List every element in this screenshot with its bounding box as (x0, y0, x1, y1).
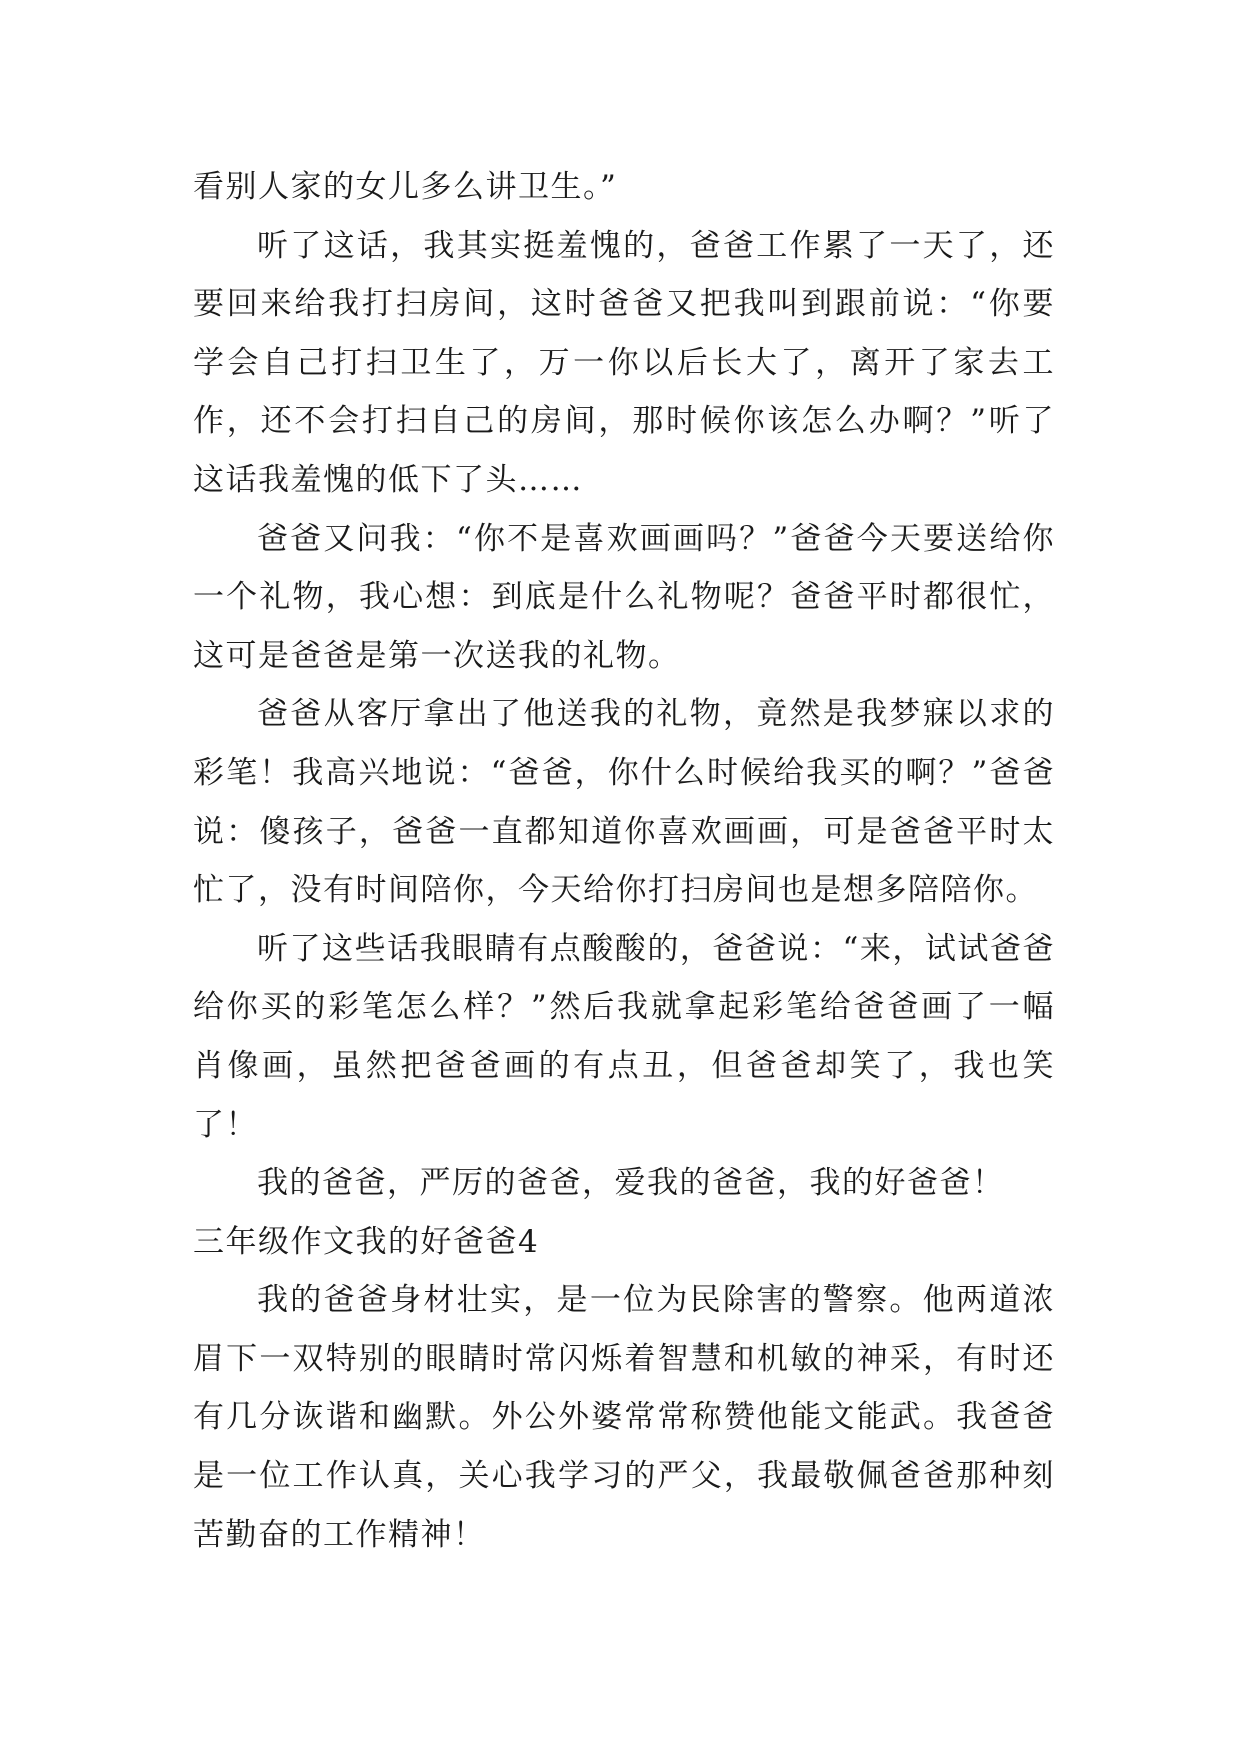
document-body (193, 158, 1055, 1564)
paragraph-2: 听了这话，我其实挺羞愧的，爸爸工作累了一天了，还要回来给我打扫房间，这时爸爸又把我叫到跟前说：“你要学会自己打扫卫生了，万一你以后长大了，离开了家去工作，还不会打扫自己的房间，那时候你该怎么办啊？”听了这话我羞愧的低下了头…… (193, 227, 1055, 498)
paragraph-7: 我的爸爸身材壮实，是一位为民除害的警察。他两道浓眉下一双特别的眼睛时常闪烁着智慧和机敏的神采，有时还有几分诙谐和幽默。外公外婆常常称赞他能文能武。我爸爸是一位工作认真，关心我学习的严父，我最敬佩爸爸那种刻苦勤奋的工作精神！ (193, 1282, 1055, 1553)
paragraph-5: 听了这些话我眼睛有点酸酸的，爸爸说：“来，试试爸爸给你买的彩笔怎么样？”然后我就拿起彩笔给爸爸画了一幅肖像画，虽然把爸爸画的有点丑，但爸爸却笑了，我也笑了！ (193, 930, 1055, 1143)
section-heading: 三年级作文我的好爸爸4 (193, 1223, 540, 1260)
paragraph-3: 爸爸又问我：“你不是喜欢画画吗？”爸爸今天要送给你一个礼物，我心想：到底是什么礼物呢？爸爸平时都很忙，这可是爸爸是第一次送我的礼物。 (193, 520, 1055, 674)
paragraph-4: 爸爸从客厅拿出了他送我的礼物，竟然是我梦寐以求的彩笔！我高兴地说：“爸爸，你什么时候给我买的啊？”爸爸说：傻孩子，爸爸一直都知道你喜欢画画，可是爸爸平时太忙了，没有时间陪你，今天给你打扫房间也是想多陪陪你。 (193, 696, 1055, 909)
paragraph-6: 我的爸爸，严厉的爸爸，爱我的爸爸，我的好爸爸！ (257, 1165, 1005, 1202)
paragraph-1: 看别人家的女儿多么讲卫生。” (193, 169, 618, 205)
